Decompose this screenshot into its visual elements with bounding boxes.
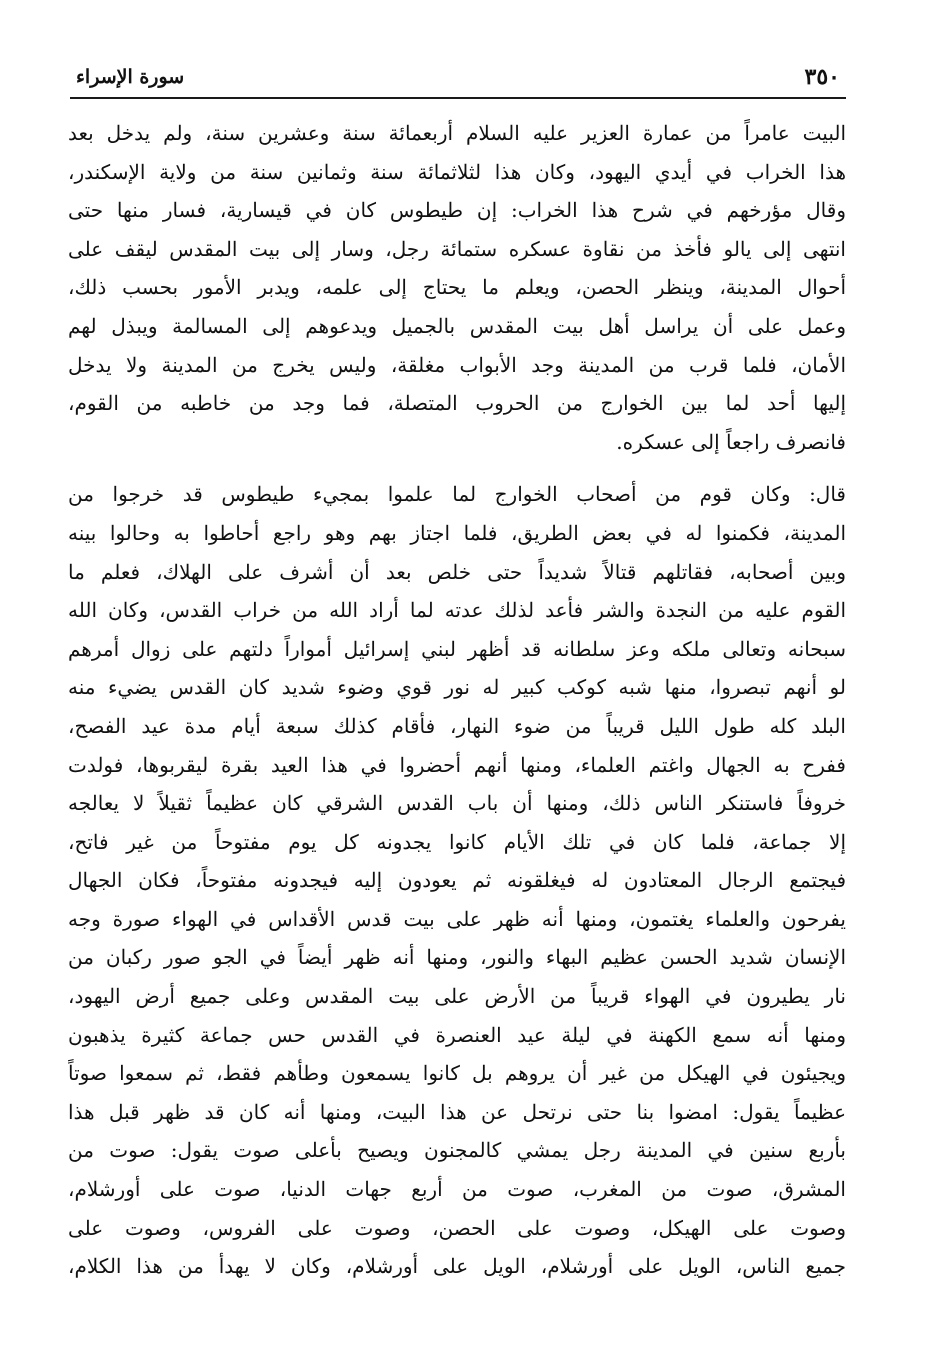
text-line: انتهى إلى يالو فأخذ من نقاوة عسكره ستمائة رجل، وسار إلى بيت المقدس ليقف على <box>68 236 846 261</box>
text-line: البيت عامراً من عمارة العزير عليه السلام أربعمائة سنة وعشرين سنة، ولم يدخل بعد <box>68 121 846 145</box>
body-text <box>68 114 846 1286</box>
header-divider <box>70 97 846 99</box>
text-line: عظيماً يقول: امضوا بنا حتى نرتحل عن هذا البيت، ومنها أنه كان قد ظهر قبل هذا <box>68 1099 846 1124</box>
text-line: جميع الناس، الويل على أورشلام، الويل على أورشلام، وكان لا يهدأ من هذا الكلام، <box>68 1254 846 1279</box>
text-line: الأمان، فلما قرب من المدينة وجد الأبواب مغلقة، وليس يخرج من المدينة ولا يدخل <box>68 352 846 377</box>
text-line: فيجتمع الرجال المعتادون له فيغلقونه ثم يعودون إليه فيجدونه مفتوحاً، فكان الجهال <box>68 868 846 893</box>
paragraph-2 <box>68 475 846 1285</box>
text-line: لو أنهم تبصروا، منها شبه كوكب كبير له نور قوي وضوء شديد كان القدس يضيء منه <box>68 675 846 700</box>
paragraph-spacer <box>68 461 846 475</box>
paragraph-1 <box>68 114 846 461</box>
text-line: وصوت على الهيكل، وصوت على الحصن، وصوت على الفروس، وصوت على <box>68 1215 846 1240</box>
text-line: أحوال المدينة، وينظر الحصن، ويعلم ما يحتاج إلى علمه، ويدبر الأمور بحسب ذلك، <box>68 275 846 300</box>
text-line: المشرق، صوت من المغرب، صوت من أربع جهات الدنيا، صوت على أورشلام، <box>68 1177 846 1202</box>
text-line: بأربع سنين في المدينة رجل يمشي كالمجنون ويصيح بأعلى صوت يقول: صوت من <box>68 1138 846 1163</box>
text-line: وبين أصحابه، فقاتلهم قتالاً شديداً حتى خلص بعد أن أشرف على الهلاك، فعلم ما <box>68 559 846 584</box>
text-line: ومنها أنه سمع الكهنة في ليلة عيد العنصرة في القدس حس جماعة كثيرة يذهبون <box>68 1022 846 1047</box>
text-line: ففرح به الجهال واغتم العلماء، ومنها أنهم أحضروا في هذا العيد بقرة ليقربوها، فولدت <box>68 752 846 777</box>
text-line: سبحانه وتعالى ملكه وعز سلطانه قد أظهر لبني إسرائيل أمواراً دلتهم على زوال أمرهم <box>68 636 846 661</box>
text-line: فانصرف راجعاً إلى عسكره. <box>616 429 846 454</box>
text-line: إلا جماعة، فلما كان في تلك الأيام كانوا يجدونه كل يوم مفتوحاً من غير فاتح، <box>68 829 846 854</box>
running-title: سورة الإسراء <box>76 66 185 88</box>
text-line: ويجيئون في الهيكل من غير أن يروهم بل كانوا يسمعون وطأهم فقط، ثم سمعوا صوتاً <box>68 1061 846 1086</box>
text-line: وقال مؤرخهم في شرح هذا الخراب: إن طيطوس كان في قيسارية، فسار منها حتى <box>68 198 846 223</box>
text-line: الإنسان شديد الحسن عظيم البهاء والنور، ومنها أنه ظهر أيضاً في الجو صور ركبان من <box>68 945 846 970</box>
text-line: نار يطيرون في الهواء قريباً من الأرض على بيت المقدس وعلى جميع أرض اليهود، <box>68 984 846 1009</box>
page-number: ٣٥٠ <box>804 64 840 90</box>
text-line: القوم عليه من النجدة والشر فأعد لذلك عدته لما أراد الله من خراب القدس، وكان الله <box>68 598 846 623</box>
text-line: المدينة، فكمنوا له في بعض الطريق، فلما اجتاز بهم وهو راجع أحاطوا به وحالوا بينه <box>68 520 846 545</box>
text-line: إليها أحد لما بين الخوارج من الحروب المتصلة، فما وجد من خاطبه من القوم، <box>68 391 846 416</box>
text-line: هذا الخراب في أيدي اليهود، وكان هذا لثلاثمائة سنة وثمانين سنة من ولاية الإسكندر، <box>68 159 846 184</box>
text-line: البلد كله طول الليل قريباً من ضوء النهار، فأقام كذلك سبعة أيام مدة عيد الفصح، <box>68 713 846 738</box>
text-line: وعمل على أن يراسل أهل بيت المقدس بالجميل ويدعوهم إلى المسالمة ويبذل لهم <box>68 313 846 338</box>
text-line: خروفاً فاستنكر الناس ذلك، ومنها أن باب القدس الشرقي كان عظيماً ثقيلاً لا يعالجه <box>68 791 846 816</box>
text-line: يفرحون والعلماء يغتمون، ومنها أنه ظهر على بيت قدس الأقداس في الهواء صورة وجه <box>68 906 846 931</box>
page-header <box>70 62 846 96</box>
text-line: قال: وكان قوم من أصحاب الخوارج لما علموا بمجيء طيطوس قد خرجوا من <box>68 482 846 507</box>
